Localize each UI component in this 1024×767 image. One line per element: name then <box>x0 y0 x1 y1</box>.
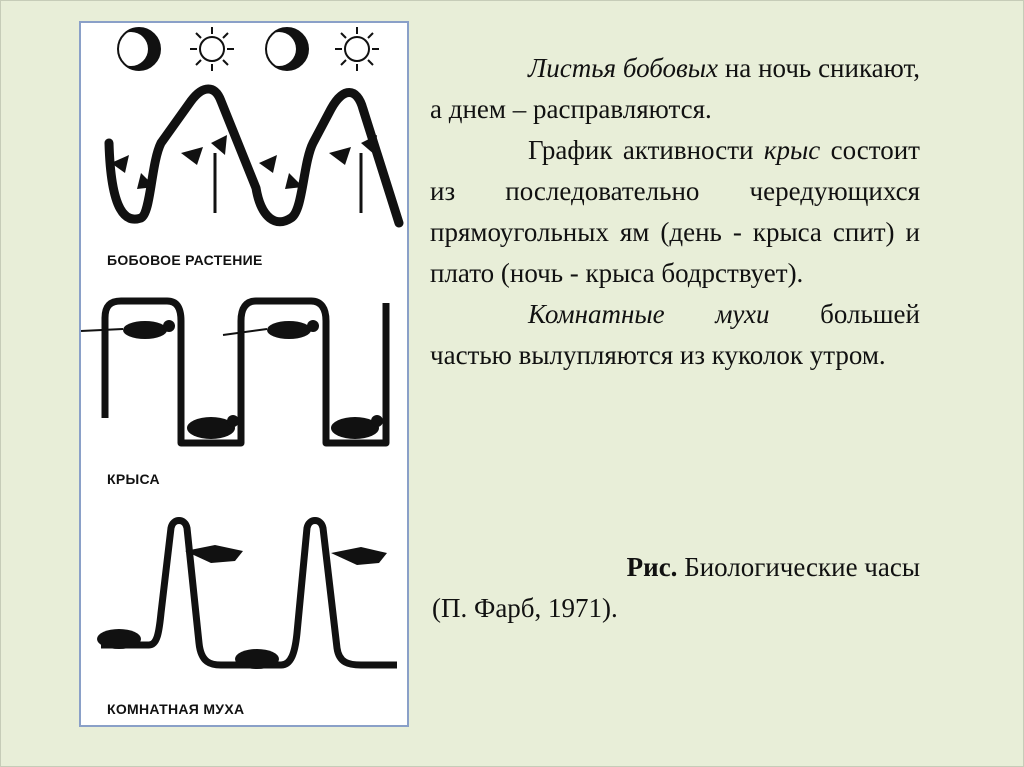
bean-plant-label: БОБОВОЕ РАСТЕНИЕ <box>107 252 263 268</box>
moon-icon <box>262 28 308 70</box>
fly-term: Комнатные мухи <box>528 299 770 329</box>
bean-text: на ночь сникают, а днем – расправляются. <box>430 53 920 124</box>
fly-activity-curve <box>101 521 397 666</box>
description-text <box>430 48 920 376</box>
sun-icon <box>190 27 234 71</box>
caption-ris: Рис. <box>626 552 678 582</box>
fly-icons <box>97 545 387 669</box>
sun-icon <box>335 27 379 71</box>
fly-text: большей частью вылупляются из куколок утром. <box>430 299 920 370</box>
paragraph-fly <box>430 294 920 376</box>
rat-text: состоит из последовательно чередующихся прямоугольных ям (день - крыса спит) и плато (ночь - крыса бодрствует). <box>430 135 920 288</box>
rat-term: крыс <box>763 135 821 165</box>
bean-activity-curve <box>109 89 399 223</box>
figure-caption <box>430 547 920 629</box>
caption-source: (П. Фарб, 1971). <box>432 593 618 623</box>
rat-icons <box>81 320 383 439</box>
figure-drawing <box>81 23 409 727</box>
moon-icon <box>114 28 160 70</box>
paragraph-rat <box>430 130 920 294</box>
caption-title-line <box>430 547 920 588</box>
paragraph-bean <box>430 48 920 130</box>
bean-term: Листья бобовых <box>528 53 719 83</box>
rat-lead: График активности <box>528 135 764 165</box>
house-fly-label: КОМНАТНАЯ МУХА <box>107 701 245 717</box>
caption-title: Биологические часы <box>677 552 920 582</box>
biological-clock-figure <box>79 21 409 727</box>
rat-label: КРЫСА <box>107 471 160 487</box>
